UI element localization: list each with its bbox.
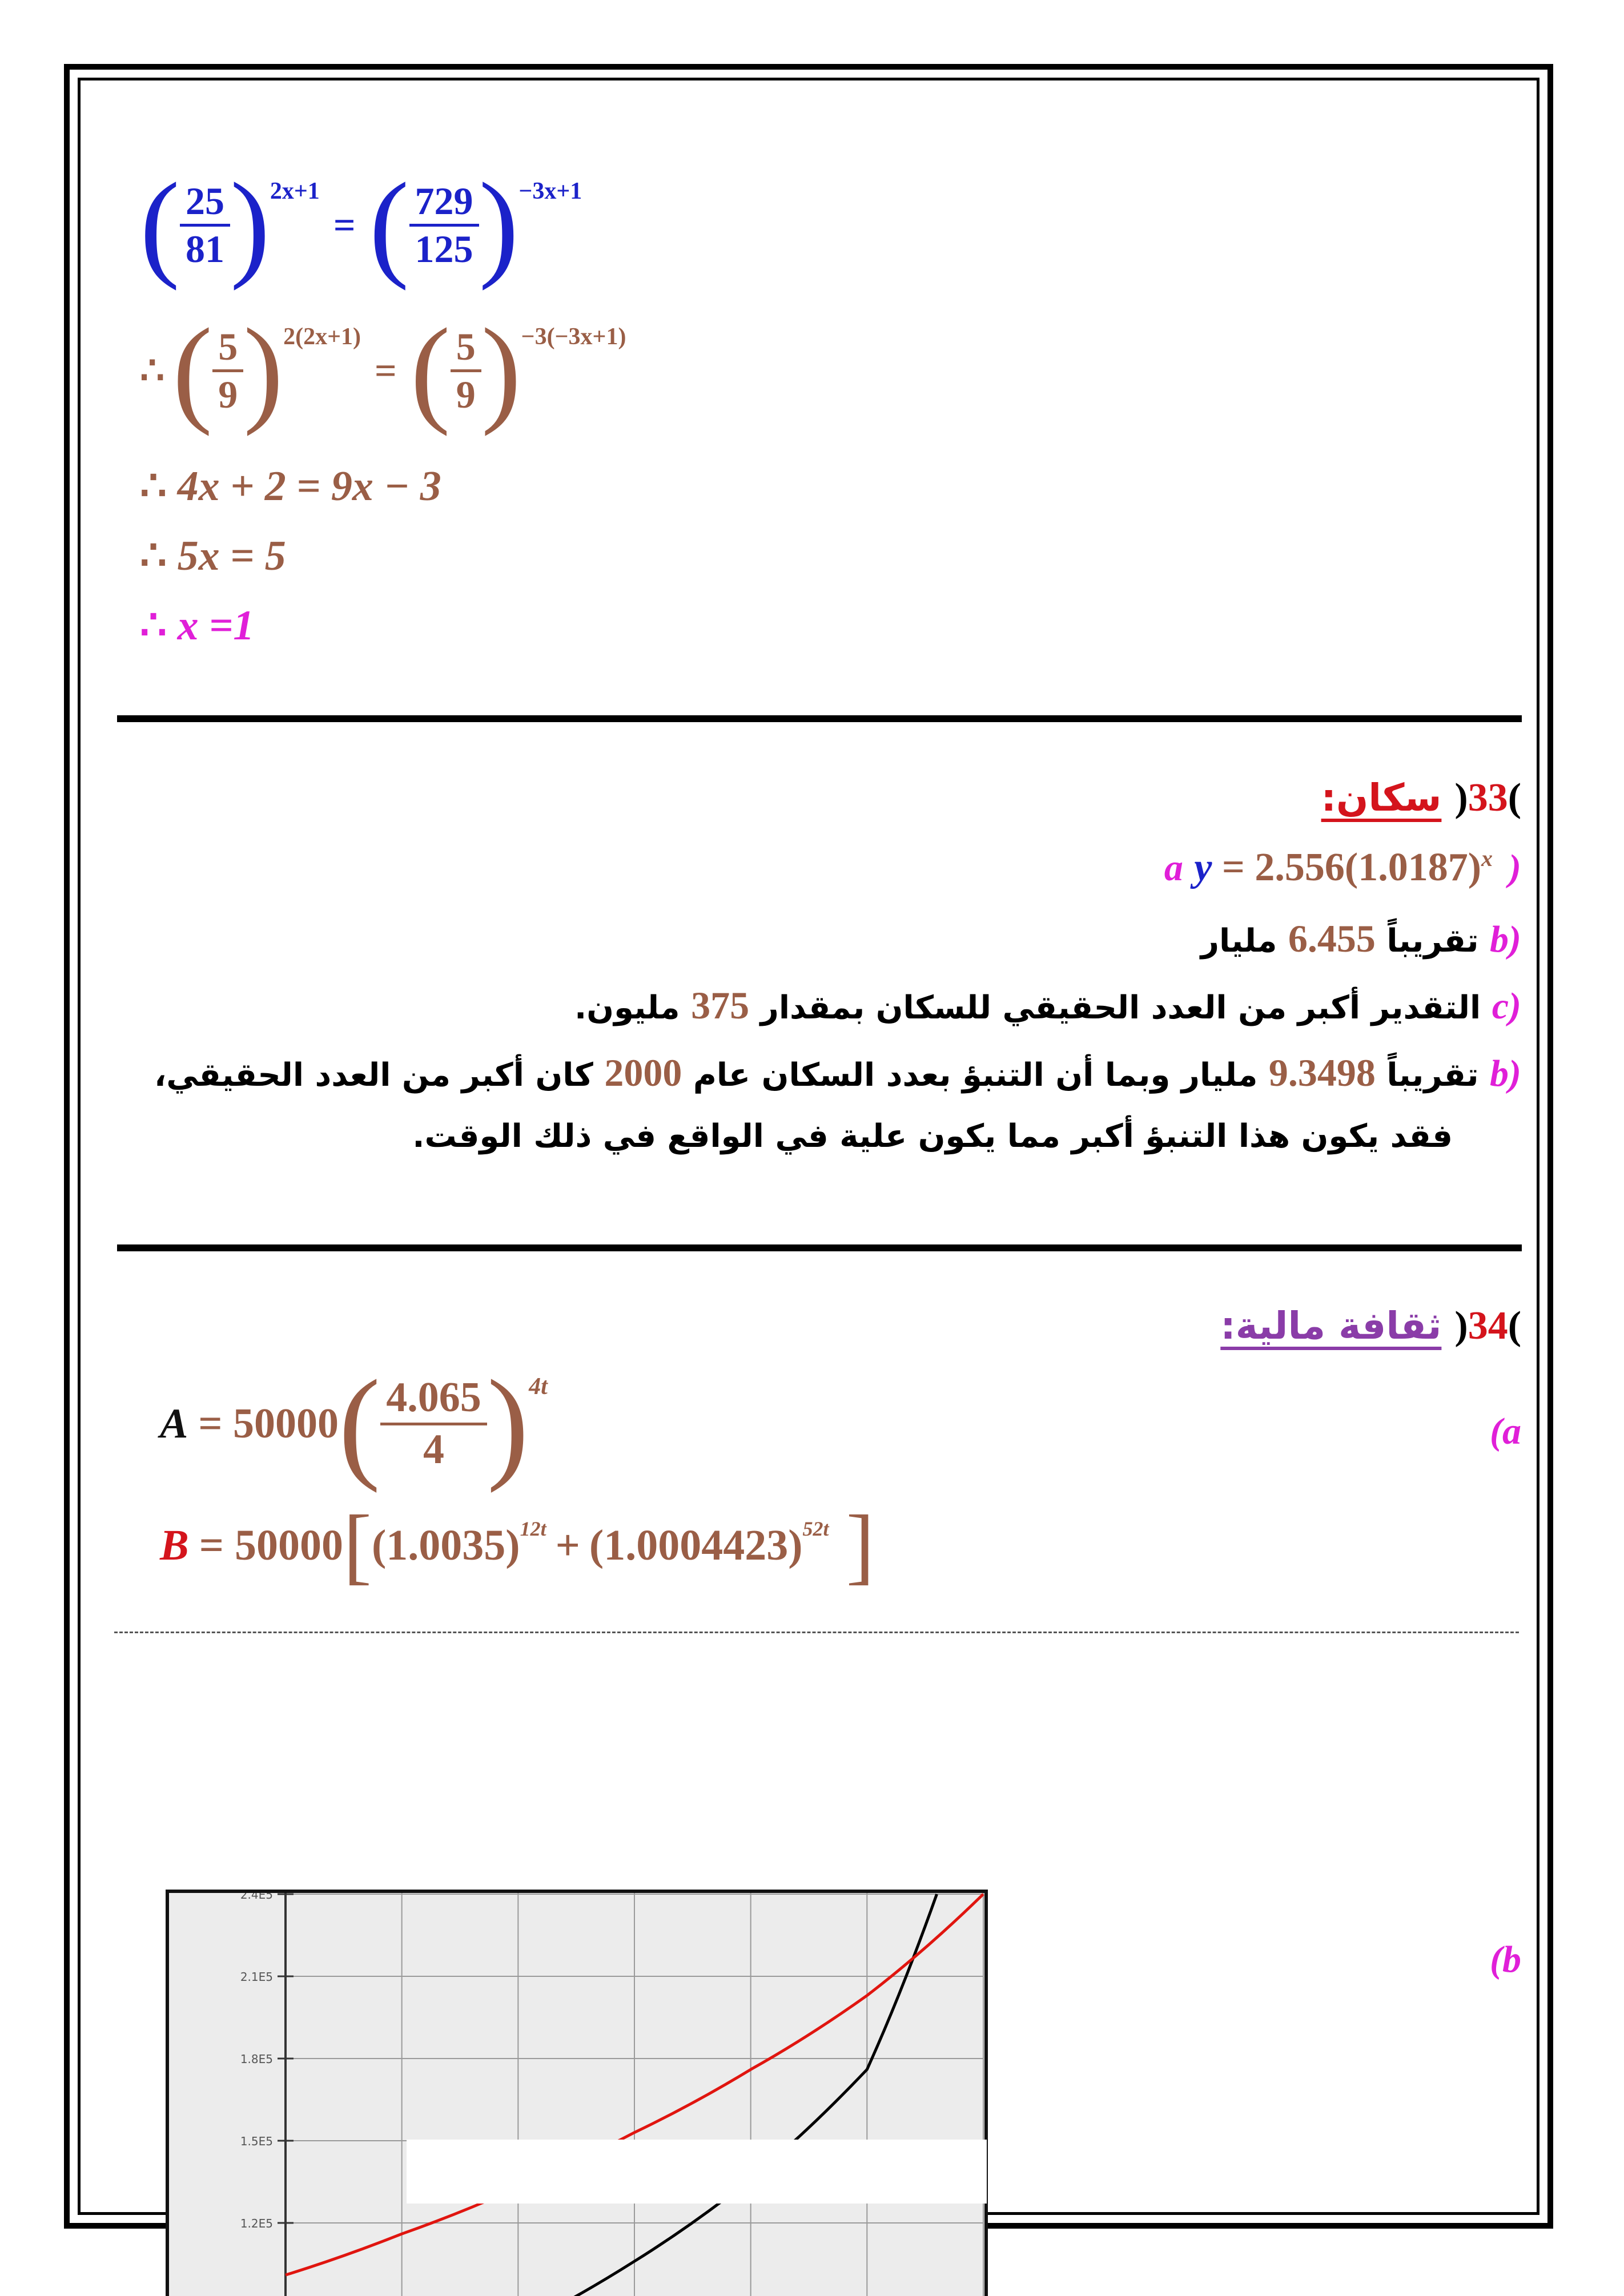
y-tick-label: 2.4E5 (240, 1890, 273, 1902)
q33-part-d-line2: فقد يكون هذا التنبؤ أكبر مما يكون علية في الواقع في ذلك الوقت. (412, 1118, 1453, 1155)
y-tick-label: 2.1E5 (240, 1970, 273, 1984)
q34-part-b-label: (b (1490, 1939, 1521, 1980)
q34-formula-A: A = 50000 ( $\frac{4.065}{4}$ ) 4t (160, 1354, 548, 1493)
chart-container (166, 1890, 988, 2296)
q34-heading: )34( ثقافة مالية: (1220, 1304, 1521, 1348)
white-overlay-box (407, 2140, 987, 2204)
equation-2: ∴ ( $\frac{5}{9}$ ) 2(2x+1) = ( $\frac{5}{9}$ ) −3(−3x+1) (140, 304, 626, 437)
q33-part-c: (c التقدير أكبر من العدد الحقيقي للسكان بمقدار 375 مليون. (574, 984, 1521, 1027)
q33-part-a: (a y = 2.556(1.0187)x (1164, 845, 1521, 889)
section-divider-1 (117, 715, 1522, 722)
equation-5: ∴ x =1 (140, 602, 255, 649)
dashed-separator (114, 1632, 1519, 1633)
y-tick-label: 1.8E5 (240, 2052, 273, 2066)
q33-part-d: (b تقريباً 9.3498 مليار وبما أن التنبؤ بعدد السكان عام 2000 كان أكبر من العدد الحقيقي، (154, 1051, 1521, 1094)
chart-background (166, 1890, 988, 2296)
equation-4: ∴ 5x = 5 (140, 533, 286, 579)
equation-1: ( $\frac{25}{81}$ ) 2x+1 = ( $\frac{729}{125}$ ) −3x+1 (140, 159, 582, 291)
q34-part-a-label: (a (1490, 1411, 1521, 1452)
section-divider-2 (117, 1244, 1522, 1251)
q34-formula-B: B = 50000 [ (1.0035) 12t + (1.0004423) 52t ] (160, 1498, 875, 1593)
q33-heading: )33( سكان: (1321, 776, 1521, 820)
equation-3: ∴ 4x + 2 = 9x − 3 (140, 463, 441, 510)
growth-chart (166, 1890, 988, 2296)
q33-part-b: (b تقريباً 6.455 مليار (1200, 917, 1521, 960)
y-tick-label: 1.2E5 (240, 2217, 273, 2230)
y-tick-label: 1.5E5 (240, 2134, 273, 2148)
